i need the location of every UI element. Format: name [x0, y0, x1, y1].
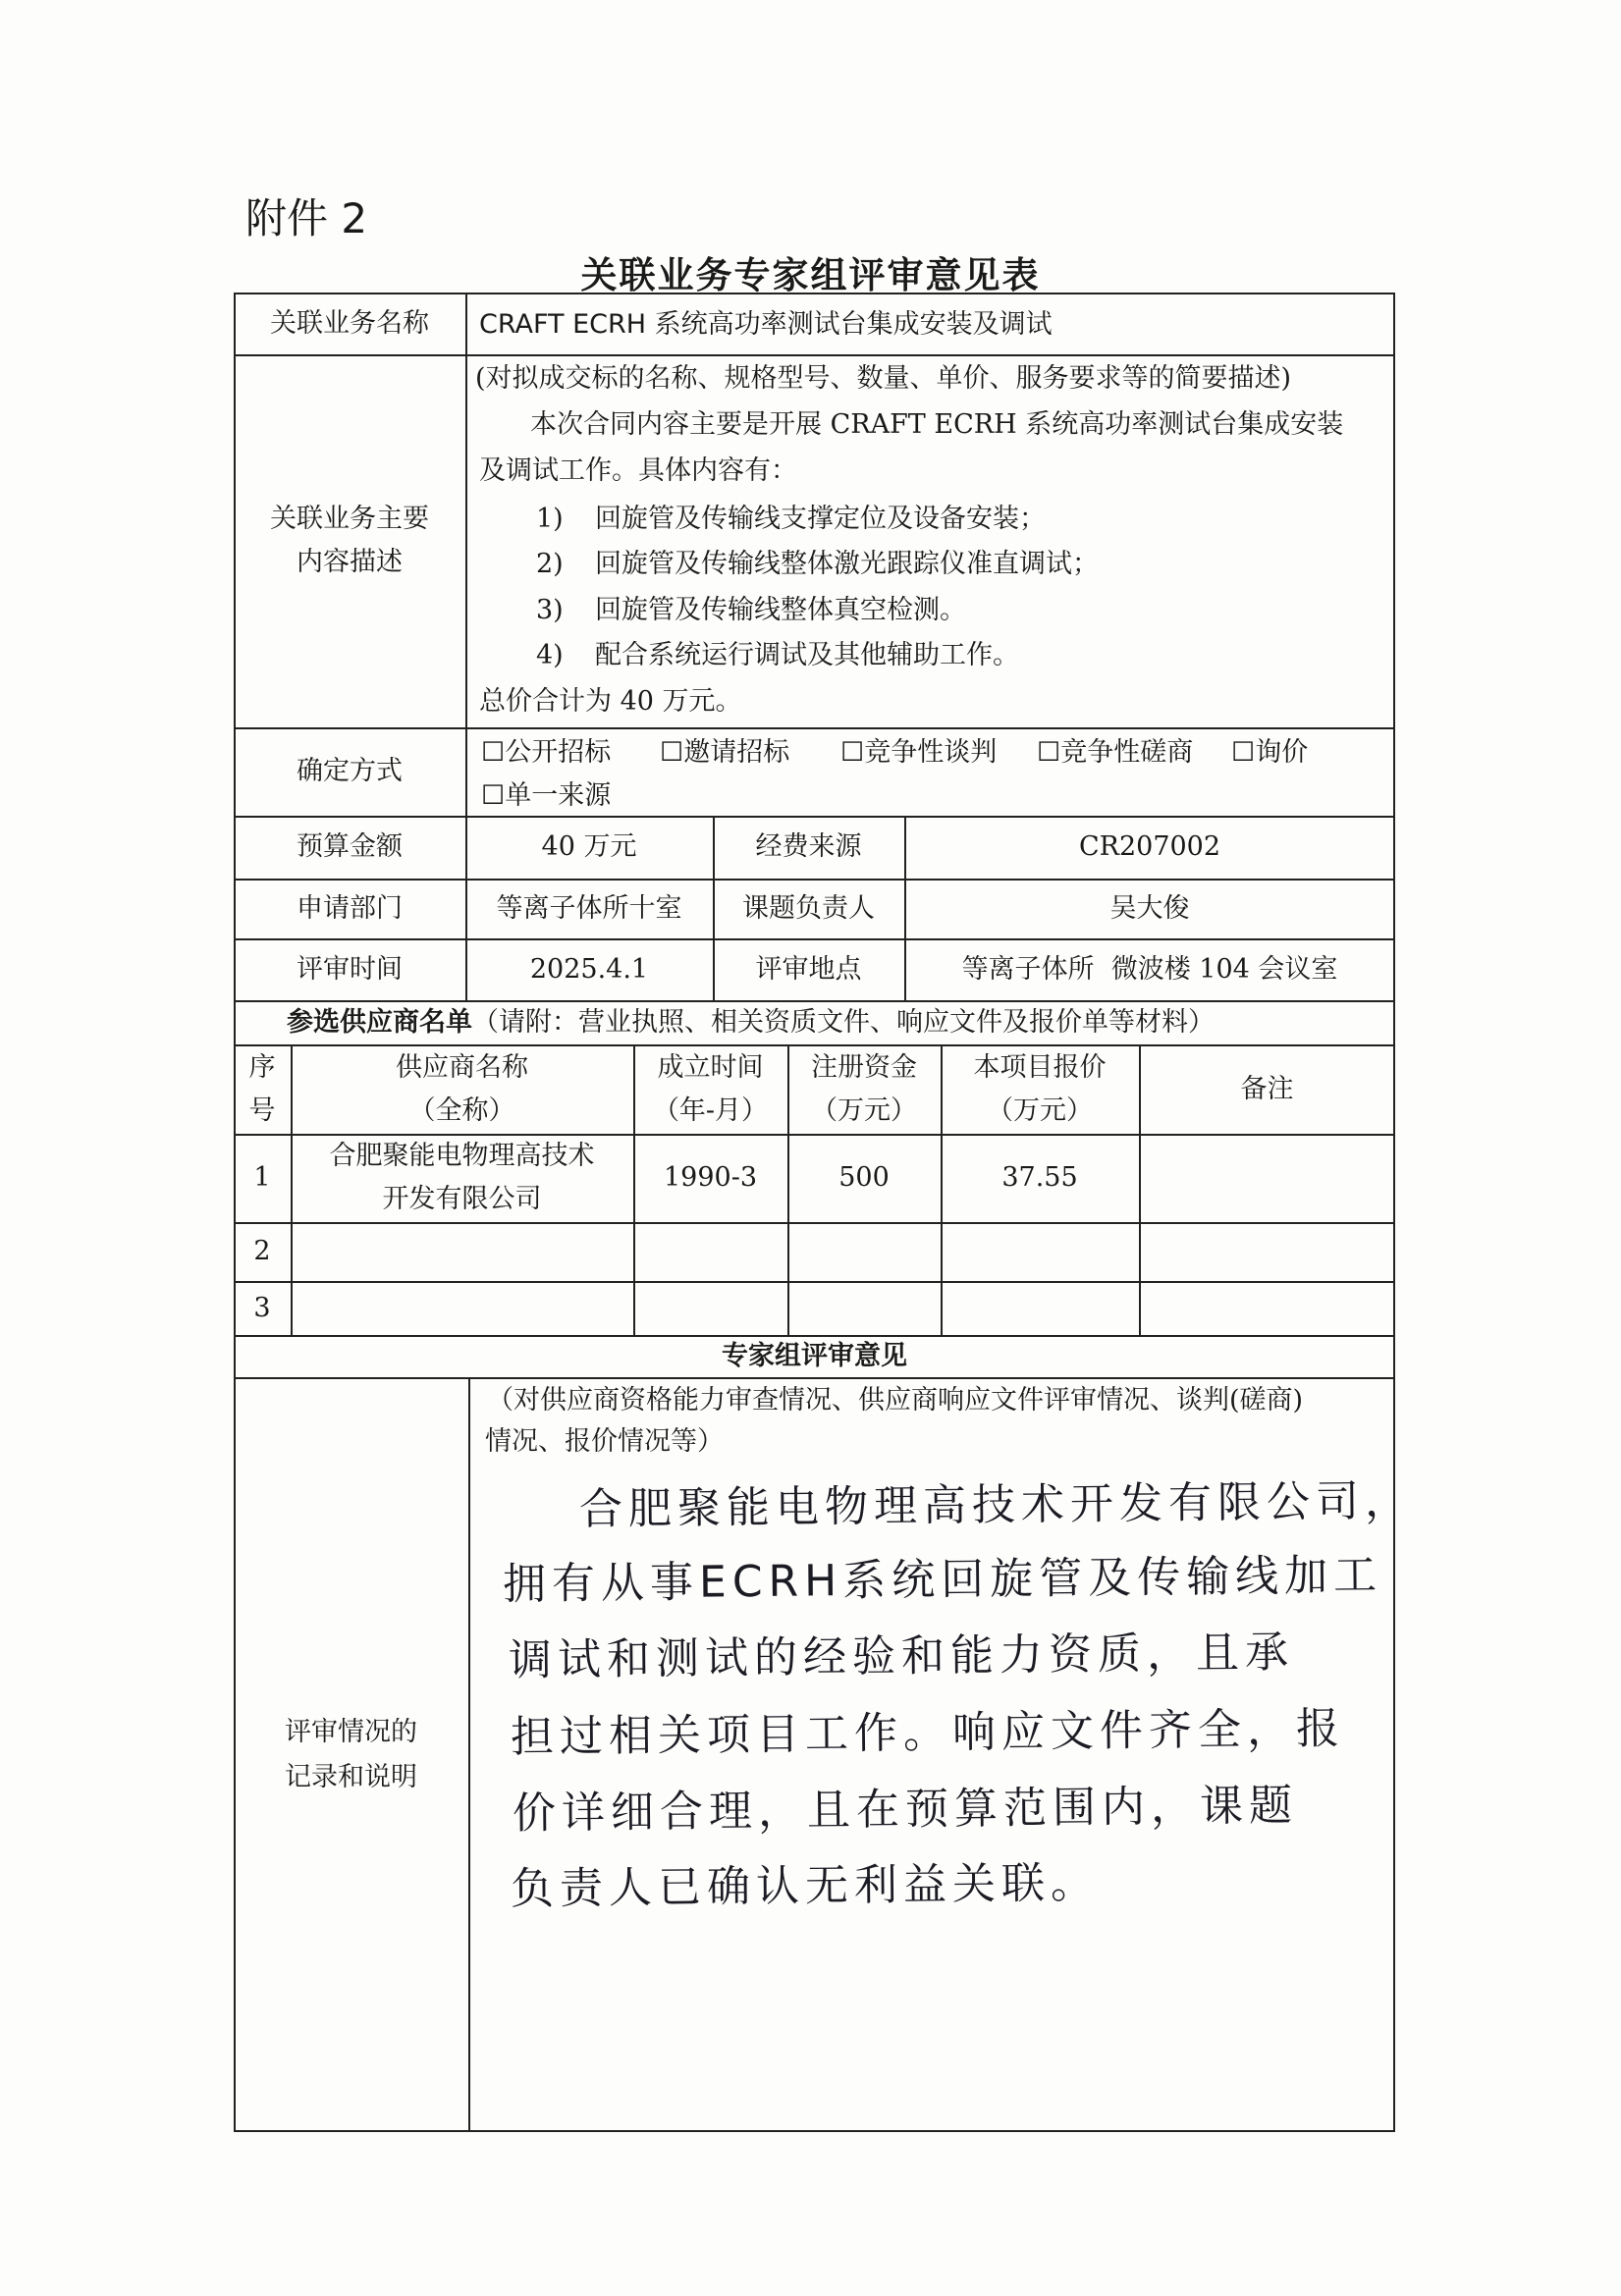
col-supplier-name-line2: （全称）	[408, 1095, 515, 1126]
supplier-row-1-seq: 1	[253, 1162, 271, 1193]
col-remark: 备注	[1240, 1073, 1294, 1104]
business-name-value: CRAFT ECRH 系统高功率测试台集成安装及调试	[479, 309, 1053, 340]
col-seq-line1: 序	[248, 1051, 276, 1083]
supplier-row-1-name-line2: 开发有限公司	[382, 1184, 542, 1214]
supplier-row-1-name-line1: 合肥聚能电物理高技术	[329, 1141, 595, 1171]
suppliers-heading-note: （请附：营业执照、相关资质文件、响应文件及报价单等材料）	[472, 1007, 1215, 1038]
supplier-row-2-capital	[787, 1222, 941, 1281]
business-name-label: 关联业务名称	[270, 307, 429, 339]
col-capital	[787, 1044, 941, 1134]
supplier-row-3-founded	[633, 1281, 787, 1335]
opinion-hint-line1: （对供应商资格能力审查情况、供应商响应文件评审情况、谈判(磋商)	[487, 1385, 1304, 1415]
description-item-2-text: 回旋管及传输线整体激光跟踪仪准直调试；	[595, 549, 1099, 579]
method-option-competitive-negotiation[interactable]: ☐竞争性谈判	[840, 737, 998, 768]
project-lead-value: 吴大俊	[1109, 892, 1190, 924]
opinion-heading: 专家组评审意见	[722, 1340, 907, 1371]
supplier-row-1-quote: 37.55	[1001, 1162, 1078, 1193]
review-place-label: 评审地点	[755, 953, 862, 985]
col-seq-line2: 号	[248, 1095, 276, 1126]
description-item-4-number: 4)	[536, 640, 564, 670]
review-time-label: 评审时间	[297, 953, 403, 985]
description-item-1-number: 1)	[536, 504, 564, 534]
description-intro-line1: 本次合同内容主要是开展 CRAFT ECRH 系统高功率测试台集成安装	[530, 409, 1344, 440]
col-quote-line1: 本项目报价	[973, 1051, 1107, 1083]
col-founded-line1: 成立时间	[657, 1051, 764, 1083]
supplier-row-3-name	[291, 1281, 633, 1335]
description-item-1-text: 回旋管及传输线支撑定位及设备安装；	[595, 504, 1046, 534]
fund-source-label: 经费来源	[755, 831, 862, 862]
opinion-label-line2: 记录和说明	[285, 1761, 417, 1792]
description-item-2-number: 2)	[536, 549, 564, 579]
method-option-inquiry-label: 询价	[1255, 737, 1309, 768]
col-founded	[633, 1044, 787, 1134]
col-capital-line2: （万元）	[811, 1095, 917, 1126]
description-intro-line2: 及调试工作。具体内容有：	[479, 455, 797, 486]
supplier-row-3-remark	[1139, 1281, 1395, 1335]
method-option-open-tender-label: 公开招标	[505, 737, 612, 768]
handwritten-line-1: 合肥聚能电物理高技术开发有限公司，	[578, 1475, 1415, 1535]
opinion-label	[234, 1377, 468, 2132]
supplier-row-2-quote	[941, 1222, 1139, 1281]
form-title: 关联业务专家组评审意见表	[580, 254, 1041, 296]
description-label	[234, 354, 465, 727]
opinion-hint-line2: 情况、报价情况等）	[485, 1426, 724, 1457]
description-item-4-text: 配合系统运行调试及其他辅助工作。	[595, 640, 1019, 670]
supplier-row-1-remark	[1139, 1134, 1395, 1222]
col-capital-line1: 注册资金	[811, 1051, 917, 1083]
description-item-3-number: 3)	[536, 595, 564, 625]
method-option-single-source-label: 单一来源	[505, 780, 612, 811]
supplier-row-2-founded	[633, 1222, 787, 1281]
supplier-row-3-quote	[941, 1281, 1139, 1335]
method-option-inquiry[interactable]: ☐询价	[1231, 737, 1309, 768]
method-option-competitive-consultation[interactable]: ☐竞争性磋商	[1037, 737, 1194, 768]
description-hint: (对拟成交标的名称、规格型号、数量、单价、服务要求等的简要描述)	[475, 363, 1292, 394]
fund-source-value: CR207002	[1078, 831, 1221, 862]
review-place-value: 等离子体所 微波楼 104 会议室	[961, 953, 1338, 985]
col-quote-line2: （万元）	[987, 1095, 1093, 1126]
description-item-3-text: 回旋管及传输线整体真空检测。	[595, 595, 966, 625]
department-value: 等离子体所十室	[496, 892, 682, 924]
opinion-label-line1: 评审情况的	[285, 1716, 417, 1747]
budget-value: 40 万元	[541, 831, 637, 862]
method-option-single-source[interactable]: ☐单一来源	[481, 780, 612, 811]
handwritten-line-3: 调试和测试的经验和能力资质，且承	[508, 1627, 1295, 1686]
supplier-row-1-founded: 1990-3	[663, 1162, 757, 1193]
project-lead-label: 课题负责人	[742, 892, 875, 924]
handwritten-line-5: 价详细合理，且在预算范围内，课题	[512, 1780, 1299, 1840]
col-quote	[941, 1044, 1139, 1134]
method-option-open-tender[interactable]: ☐公开招标	[481, 737, 612, 768]
supplier-row-2-name	[291, 1222, 633, 1281]
budget-label: 预算金额	[297, 831, 403, 862]
supplier-row-1-name	[291, 1134, 633, 1222]
description-label-line1: 关联业务主要	[270, 504, 429, 534]
department-label: 申请部门	[297, 892, 403, 924]
review-time-value: 2025.4.1	[529, 953, 649, 985]
col-supplier-name	[291, 1044, 633, 1134]
method-option-competitive-consultation-label: 竞争性磋商	[1060, 737, 1194, 768]
handwritten-line-4: 担过相关项目工作。响应文件齐全，报	[510, 1703, 1346, 1763]
col-supplier-name-line1: 供应商名称	[396, 1051, 528, 1083]
suppliers-heading-row	[287, 1000, 1215, 1044]
col-founded-line2: （年-月）	[652, 1095, 769, 1126]
supplier-row-1-capital: 500	[838, 1162, 890, 1193]
suppliers-heading: 参选供应商名单	[287, 1007, 472, 1038]
supplier-row-3-capital	[787, 1281, 941, 1335]
method-label: 确定方式	[297, 756, 403, 786]
supplier-row-3-seq: 3	[253, 1292, 271, 1323]
handwritten-line-6: 负责人已确认无利益关联。	[510, 1857, 1101, 1915]
col-seq	[234, 1044, 291, 1134]
description-label-line2: 内容描述	[297, 547, 403, 577]
method-option-invited-tender-label: 邀请招标	[683, 737, 790, 768]
method-option-competitive-negotiation-label: 竞争性谈判	[864, 737, 998, 768]
supplier-row-2-seq: 2	[253, 1236, 271, 1266]
attachment-label: 附件 2	[245, 194, 368, 242]
supplier-row-2-remark	[1139, 1222, 1395, 1281]
method-option-invited-tender[interactable]: ☐邀请招标	[660, 737, 790, 768]
handwritten-line-2: 拥有从事ECRH系统回旋管及传输线加工	[502, 1550, 1383, 1610]
description-total: 总价合计为 40 万元。	[479, 686, 742, 717]
